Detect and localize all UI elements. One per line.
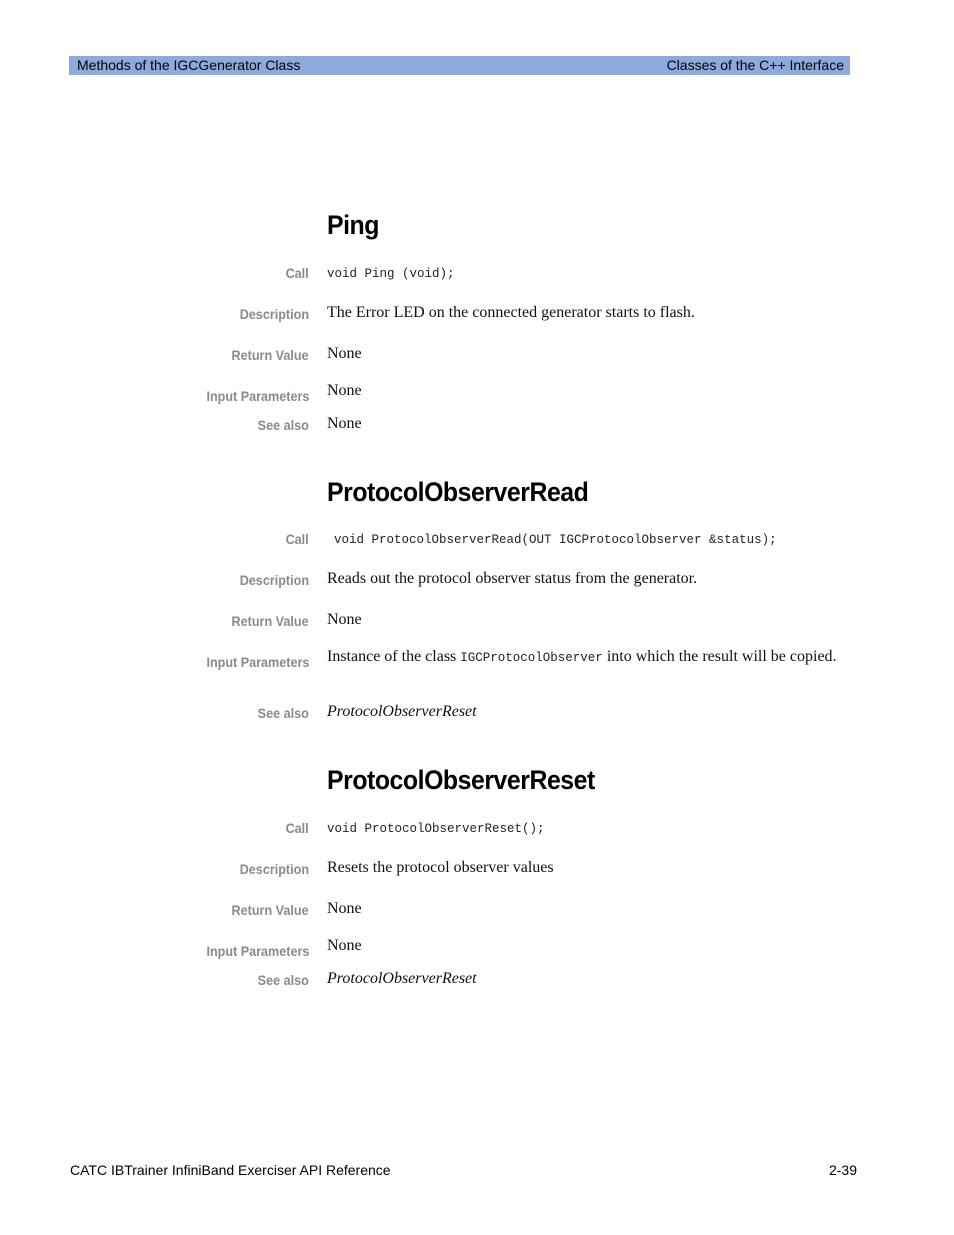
return-value-label: Return Value [231, 902, 309, 918]
description-text: The Error LED on the connected generator starts to flash. [327, 304, 695, 321]
see-also-label: See also [257, 705, 309, 721]
return-value-text: None [327, 900, 362, 917]
call-label: Call [285, 265, 309, 281]
call-label: Call [285, 531, 309, 547]
footer-page-number: 2-39 [828, 1162, 857, 1178]
return-value-label: Return Value [231, 613, 309, 629]
description-label: Description [239, 572, 309, 588]
input-parameters-label: Input Parameters [206, 388, 309, 404]
input-parameters-prefix: Instance of the class [327, 648, 461, 665]
footer-document-title: CATC IBTrainer InfiniBand Exerciser API Reference [70, 1162, 391, 1178]
class-name-code: IGCProtocolObserver [460, 651, 603, 665]
return-value-label: Return Value [231, 347, 309, 363]
input-parameters-label: Input Parameters [206, 654, 309, 670]
method-title: Ping [327, 210, 379, 240]
see-also-label: See also [257, 417, 309, 433]
call-label: Call [285, 820, 309, 836]
call-signature: void ProtocolObserverRead(OUT IGCProtocolObserver &status); [334, 533, 777, 547]
call-signature: void Ping (void); [327, 267, 455, 281]
see-also-text: None [327, 415, 362, 432]
return-value-text: None [327, 345, 362, 362]
header-section-title: Methods of the IGCGenerator Class [77, 57, 301, 73]
page-header-bar [69, 56, 850, 75]
header-chapter-title: Classes of the C++ Interface [666, 57, 844, 73]
input-parameters-text: None [327, 382, 362, 399]
description-label: Description [239, 306, 309, 322]
see-also-label: See also [257, 972, 309, 988]
return-value-text: None [327, 611, 362, 628]
method-title: ProtocolObserverReset [327, 765, 595, 795]
description-text: Reads out the protocol observer status from the generator. [327, 570, 698, 587]
input-parameters-text [327, 646, 837, 669]
input-parameters-suffix: into which the result will be copied. [602, 648, 837, 665]
see-also-link[interactable]: ProtocolObserverReset [327, 703, 477, 720]
input-parameters-text: None [327, 937, 362, 954]
description-text: Resets the protocol observer values [327, 859, 554, 876]
input-parameters-label: Input Parameters [206, 943, 309, 959]
description-label: Description [239, 861, 309, 877]
method-title: ProtocolObserverRead [327, 477, 589, 507]
see-also-link[interactable]: ProtocolObserverReset [327, 970, 477, 987]
call-signature: void ProtocolObserverReset(); [327, 822, 545, 836]
